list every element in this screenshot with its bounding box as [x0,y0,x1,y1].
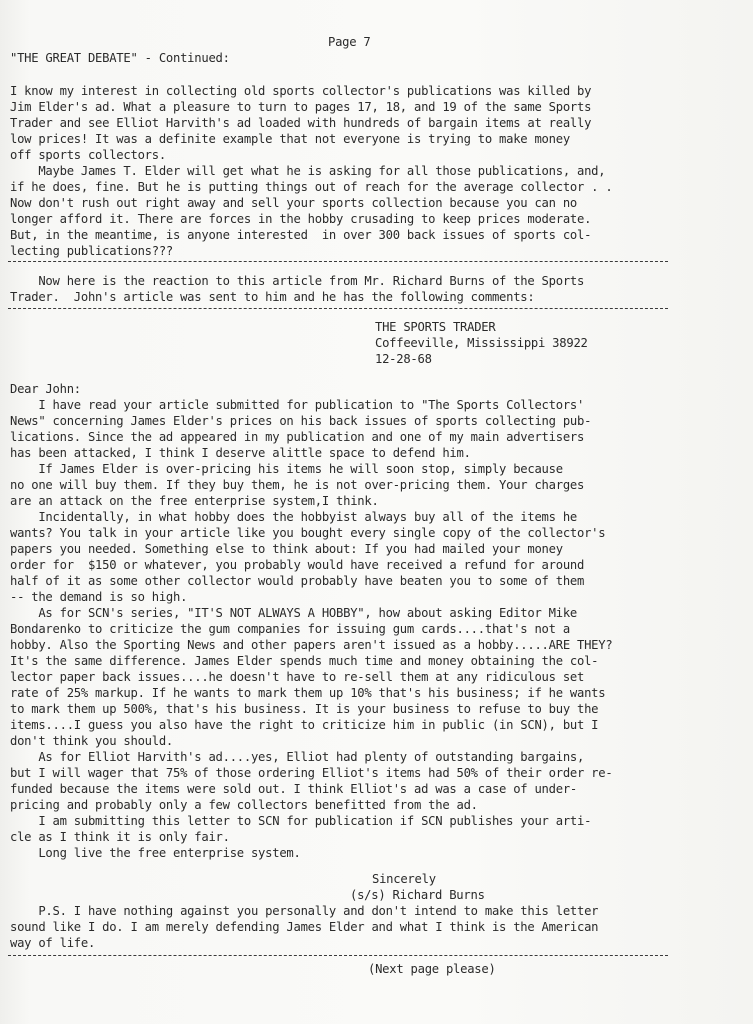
text-line: But, in the meantime, is anyone interested in over 300 back issues of sports col- [10,228,592,242]
text-line: pricing and probably only a few collectors benefitted from the ad. [10,798,478,812]
text-line: As for SCN's series, "IT'S NOT ALWAYS A HOBBY", how about asking Editor Mike [10,606,577,620]
text-line: rate of 25% markup. If he wants to mark them up 10% that's his business; if he wants [10,686,606,700]
dashed-divider [8,308,668,309]
text-line: to mark them up 500%, that's his business. It is your business to refuse to buy the [10,702,599,716]
text-line: has been attacked, I think I deserve alittle space to defend him. [10,446,471,460]
text-line: hobby. Also the Sporting News and other papers aren't issued as a hobby.....ARE THEY? [10,638,613,652]
text-line: Long live the free enterprise system. [10,846,301,860]
text-line: Now don't rush out right away and sell your sports collection because you can no [10,196,577,210]
letterhead-city: Coffeeville, Mississippi 38922 [375,336,588,350]
text-line: Jim Elder's ad. What a pleasure to turn to pages 17, 18, and 19 of the same Sports [10,100,592,114]
text-line: wants? You talk in your article like you bought every single copy of the collector's [10,526,606,540]
text-line: order for $150 or whatever, you probably would have received a refund for around [10,558,585,572]
letter-closing: Sincerely [372,872,436,886]
text-line: are an attack on the free enterprise system,I think. [10,494,379,508]
letterhead-org: THE SPORTS TRADER [375,320,496,334]
text-line: News" concerning James Elder's prices on his back issues of sports collecting pub- [10,414,592,428]
text-line: Maybe James T. Elder will get what he is asking for all those publications, and, [10,164,606,178]
text-line: if he does, fine. But he is putting things out of reach for the average collector . . [10,180,613,194]
text-line: no one will buy them. If they buy them, he is not over-pricing them. Your charges [10,478,585,492]
text-line: I am submitting this letter to SCN for publication if SCN publishes your arti- [10,814,592,828]
text-line: sound like I do. I am merely defending James Elder and what I think is the American [10,920,599,934]
text-line: items....I guess you also have the right to criticize him in public (in SCN), but I [10,718,599,732]
letter-signature: (s/s) Richard Burns [350,888,485,902]
text-line: Trader and see Elliot Harvith's ad loaded with hundreds of bargain items at really [10,116,592,130]
text-line: As for Elliot Harvith's ad....yes, Elliot had plenty of outstanding bargains, [10,750,585,764]
letterhead-date: 12-28-68 [375,352,432,366]
text-line: off sports collectors. [10,148,166,162]
text-line: lector paper back issues....he doesn't have to re-sell them at any ridiculous set [10,670,585,684]
section-title: "THE GREAT DEBATE" - Continued: [10,51,230,65]
text-line: don't think you should. [10,734,174,748]
text-line: low prices! It was a definite example that not everyone is trying to make money [10,132,570,146]
text-line: If James Elder is over-pricing his items he will soon stop, simply because [10,462,563,476]
text-line: P.S. I have nothing against you personally and don't intend to make this letter [10,904,599,918]
text-line: Trader. John's article was sent to him and he has the following comments: [10,290,535,304]
text-line: Bondarenko to criticize the gum companies for issuing gum cards....that's not a [10,622,570,636]
text-line: longer afford it. There are forces in the hobby crusading to keep prices moderate. [10,212,592,226]
text-line: Now here is the reaction to this article from Mr. Richard Burns of the Sports [10,274,585,288]
text-line: half of it as some other collector would probably have beaten you to some of them [10,574,585,588]
dashed-divider [8,955,668,956]
page-number: Page 7 [328,35,371,49]
text-line: lecting publications??? [10,244,174,258]
text-line: lications. Since the ad appeared in my publication and one of my main advertisers [10,430,585,444]
text-line: It's the same difference. James Elder spends much time and money obtaining the col- [10,654,599,668]
text-line: I know my interest in collecting old sports collector's publications was killed by [10,84,592,98]
text-line: cle as I think it is only fair. [10,830,230,844]
salutation: Dear John: [10,382,81,396]
text-line: funded because the items were sold out. I think Elliot's ad was a case of under- [10,782,577,796]
text-line: Incidentally, in what hobby does the hobbyist always buy all of the items he [10,510,577,524]
text-line: papers you needed. Something else to think about: If you had mailed your money [10,542,563,556]
text-line: -- the demand is so high. [10,590,188,604]
text-line: but I will wager that 75% of those ordering Elliot's items had 50% of their order re- [10,766,613,780]
next-page-note: (Next page please) [368,962,496,976]
dashed-divider [8,261,668,262]
text-line: way of life. [10,936,96,950]
text-line: I have read your article submitted for publication to "The Sports Collectors' [10,398,585,412]
